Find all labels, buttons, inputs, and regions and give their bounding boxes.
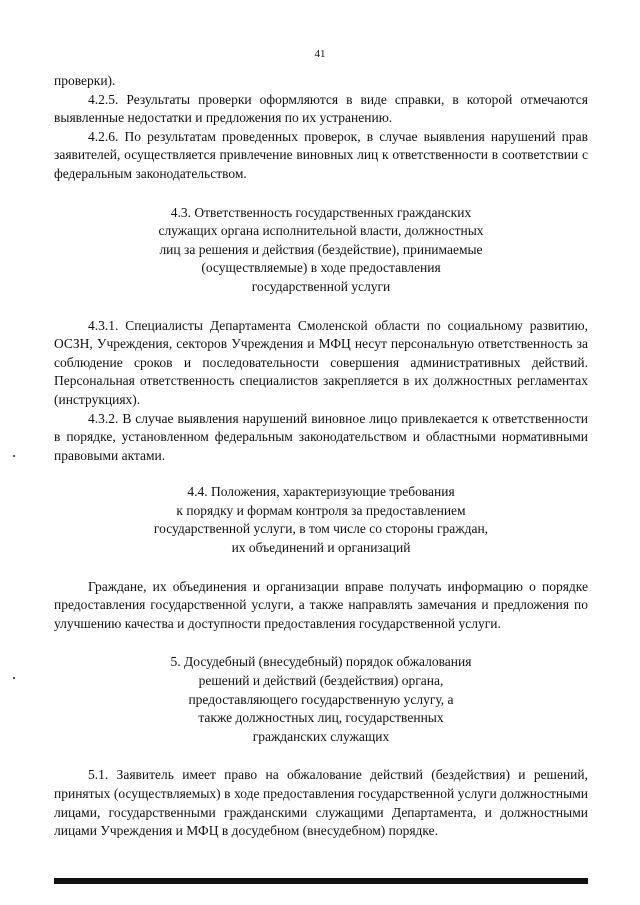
heading-4-4 bbox=[121, 483, 521, 557]
heading-line: 4.4. Положения, характеризующие требования bbox=[187, 484, 455, 500]
scan-speck bbox=[13, 677, 15, 679]
heading-line: государственной услуги, в том числе со стороны граждан, bbox=[153, 521, 489, 537]
page-number: 41 bbox=[314, 48, 326, 60]
paragraph-4-2-6: 4.2.6. По результатам проведенных проверок, в случае выявления нарушений прав заявителей, осуществляется привлечение виновных лиц к ответственности в соответствии с федеральным законодательством. bbox=[54, 128, 588, 181]
document-body bbox=[54, 72, 588, 841]
heading-line: (осуществляемые) в ходе предоставления bbox=[201, 260, 441, 276]
heading-4-3 bbox=[131, 204, 511, 297]
paragraph-continuation: проверки). bbox=[54, 73, 116, 88]
paragraph-4-3-1: 4.3.1. Специалисты Департамента Смоленской области по социальному развитию, ОСЗН, Учреждения, секторов Учреждения и МФЦ несут персональную ответственность за соблюдение сроков и последовательности совершения административных действий. Персональная ответственность специалистов закрепляется в их должностных регламентах (инструкциях). bbox=[54, 317, 588, 407]
paragraph-5-1: 5.1. Заявитель имеет право на обжалование действий (бездействия) и решений, принятых (осуществляемых) в ходе предоставления государственной услуги должностными лицами, государственными гражданскими служащими Департамента, и должностными лицами Учреждения и МФЦ в досудебном (внесудебном) порядке. bbox=[54, 767, 588, 839]
heading-line: предоставляющего государственную услугу, а bbox=[188, 691, 454, 707]
heading-line: 5. Досудебный (внесудебный) порядок обжалования bbox=[170, 654, 472, 670]
heading-line: служащих органа исполнительной власти, должностных bbox=[158, 223, 484, 239]
heading-line: лиц за решения и действия (бездействие), принимаемые bbox=[159, 241, 483, 257]
heading-line: их объединений и организаций bbox=[231, 540, 411, 556]
heading-line: гражданских служащих bbox=[252, 728, 390, 744]
paragraph-4-3-2: 4.3.2. В случае выявления нарушений виновное лицо привлекается к ответственности в порядке, установленном федеральным законодательством и областными нормативными правовыми актами. bbox=[54, 410, 588, 463]
heading-line: государственной услуги bbox=[251, 278, 391, 294]
scan-speck bbox=[13, 455, 15, 457]
bottom-rule bbox=[54, 878, 588, 884]
heading-line: 4.3. Ответственность государственных гражданских bbox=[170, 204, 472, 220]
paragraph-4-2-5: 4.2.5. Результаты проверки оформляются в виде справки, в которой отмечаются выявленные недостатки и предложения по их устранению. bbox=[54, 91, 588, 126]
heading-line: решений и действий (бездействия) органа, bbox=[198, 673, 444, 689]
heading-5 bbox=[131, 653, 511, 746]
heading-line: также должностных лиц, государственных bbox=[198, 710, 444, 726]
paragraph-4-4: Граждане, их объединения и организации вправе получать информацию о порядке предоставления государственной услуги, а также направлять замечания и предложения по улучшению качества и доступности предоставления государственной услуги. bbox=[54, 578, 588, 631]
heading-line: к порядку и формам контроля за предоставлением bbox=[176, 502, 466, 518]
